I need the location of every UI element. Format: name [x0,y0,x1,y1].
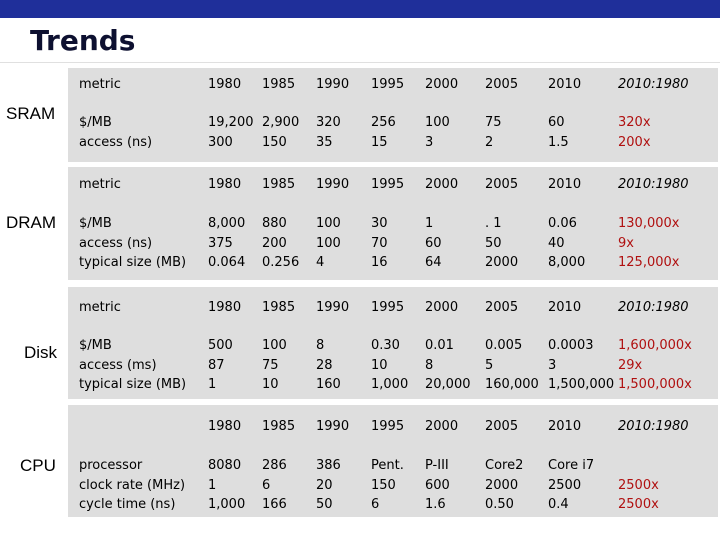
header-cell: 1990 [316,300,350,315]
value-cell: 75 2 [485,115,502,150]
value-cell: 0.0003 3 1,500,000 [548,338,615,392]
header-cell: 2000 [425,177,459,192]
title-divider [0,62,720,63]
value-cell: 0.06 40 8,000 [548,216,586,270]
value-cell: 0.005 5 160,000 [485,338,539,392]
category-label-sram: SRAM [6,104,56,123]
header-cell: metric [79,300,121,315]
value-cell: 100 3 [425,115,450,150]
category-label-cpu: CPU [20,456,56,475]
header-cell: 1980 [208,300,242,315]
value-cell: 19,200 300 [208,115,254,150]
header-cell: 1990 [316,177,350,192]
header-cell: 1980 [208,419,242,434]
value-cell: 2,900 150 [262,115,300,150]
value-cell: 100 100 4 [316,216,341,270]
header-cell: 1995 [371,177,405,192]
value-cell: Pent. 150 6 [371,458,404,512]
header-cell: 1985 [262,77,296,92]
header-cell: 1985 [262,419,296,434]
ratio-cell: 130,000x 9x 125,000x [618,216,680,270]
metric-label-cell: $/MB access (ns) [79,115,153,150]
page-title: Trends [30,24,136,57]
header-cell: 2010:1980 [618,77,689,92]
value-cell: 30 70 16 [371,216,388,270]
header-cell: metric [79,77,121,92]
value-cell: 100 75 10 [262,338,287,392]
header-cell: 2000 [425,77,459,92]
value-cell: 500 87 1 [208,338,233,392]
value-cell: P-III 600 1.6 [425,458,450,512]
header-cell: 1985 [262,177,296,192]
value-cell: Core2 2000 0.50 [485,458,524,512]
metric-label-cell: $/MB access (ms) typical size (MB) [79,338,187,392]
header-cell: 2000 [425,300,459,315]
header-cell: 2010 [548,419,582,434]
header-cell: 1990 [316,419,350,434]
ratio-cell: 2500x 2500x [618,477,659,512]
header-cell: 2000 [425,419,459,434]
header-cell: 1995 [371,300,405,315]
header-cell: 2005 [485,300,519,315]
value-cell: 0.30 10 1,000 [371,338,409,392]
value-cell: Core i7 2500 0.4 [548,458,595,512]
header-cell: 2010:1980 [618,419,689,434]
value-cell: 320 35 [316,115,341,150]
metric-label-cell: $/MB access (ns) typical size (MB) [79,216,187,270]
header-cell: 2010:1980 [618,300,689,315]
header-cell: 2010:1980 [618,177,689,192]
top-bar [0,0,720,18]
value-cell: 880 200 0.256 [262,216,300,270]
value-cell: 256 15 [371,115,396,150]
value-cell: 286 6 166 [262,458,287,512]
header-cell: 1995 [371,419,405,434]
category-label-disk: Disk [24,343,58,362]
metric-label-cell: processor clock rate (MHz) cycle time (ns) [79,458,186,512]
value-cell: 8,000 375 0.064 [208,216,246,270]
value-cell: 8080 1 1,000 [208,458,246,512]
ratio-cell: 1,600,000x 29x 1,500,000x [618,338,692,392]
header-cell: 1980 [208,77,242,92]
header-cell: 2005 [485,419,519,434]
header-cell: 1990 [316,77,350,92]
value-cell: 1 60 64 [425,216,442,270]
header-cell: 2005 [485,77,519,92]
header-cell: 1980 [208,177,242,192]
value-cell: 60 1.5 [548,115,569,150]
category-label-dram: DRAM [6,213,57,232]
value-cell: . 1 50 2000 [485,216,519,270]
header-cell: 2010 [548,77,582,92]
ratio-cell: 320x 200x [618,115,651,150]
header-cell: 2005 [485,177,519,192]
value-cell: 8 28 160 [316,338,341,392]
header-cell: 2010 [548,300,582,315]
value-cell: 0.01 8 20,000 [425,338,471,392]
value-cell: 386 20 50 [316,458,341,512]
header-cell: 2010 [548,177,582,192]
header-cell: 1985 [262,300,296,315]
header-cell: metric [79,177,121,192]
header-cell: 1995 [371,77,405,92]
